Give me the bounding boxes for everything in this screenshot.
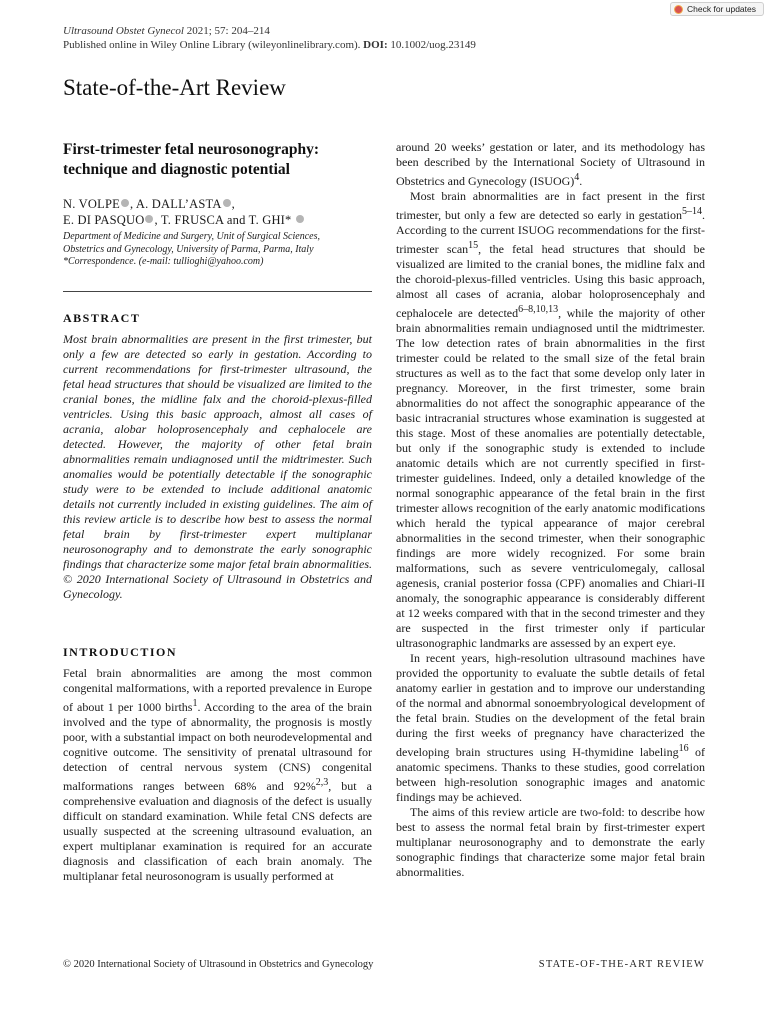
correspondence: *Correspondence. (e-mail: tullioghi@yahoo.com) [63,256,264,267]
body-text: Most brain abnormalities are in fact present in the first trimester, but only a few are detected so early in gestation [396,189,705,222]
reference-link[interactable]: 16 [678,743,689,754]
footer-copyright: © 2020 International Society of Ultrasound in Obstetrics and Gynecology [63,959,374,970]
reference-link[interactable]: 15 [468,240,479,251]
abstract-text: Most brain abnormalities are present in the first trimester, but only a few are detected so early in gestation. According to current recommendations for first-trimester ultrasound, the fetal head structures that should be visualized are limited to the cranial bones, the midline falx and the choroid-plexus-filled ventricles. Using this basic approach, almost all cases of acrania, alobar holoprosencephaly and cephalocele are detected. However, the majority of other fetal brain abnormalities remain undiagnosed until the midtrimester. Such anomalies would be potentially detectable if the sonographic study were to be extended to include additional anatomic details not currently included in existing guidelines. The aim of this review article is to describe how best to assess the normal fetal brain by first-trimester expert multiplanar neurosonography and to demonstrate the early sonographic findings that characterize some major fetal brain abnormalities. © 2020 International Society of Ultrasound in Obstetrics and Gynecology. [63,331,372,601]
orcid-icon[interactable] [121,199,129,207]
intro-text: Fetal brain abnormalities are among the most common congenital malformations, with a reported prevalence in Europe of about 1 per 1000 births [63,665,372,714]
body-text: of anatomic specimens. Thanks to these studies, good correlation between high-resolution sonographic images and anatomic findings may be achieved. [396,745,705,804]
body-paragraph [396,189,705,651]
author-dipasquo[interactable]: E. DI PASQUO [63,213,145,227]
intro-paragraph [63,666,372,884]
body-paragraph [396,651,705,805]
affiliation-line-1: Department of Medicine and Surgery, Unit of Surgical Sciences, [63,231,320,242]
reference-link[interactable]: 5–14 [682,206,702,217]
author-list [63,196,372,228]
reference-link[interactable]: 6–8,10,13 [518,304,559,315]
author-dallasta[interactable]: , A. DALL’ASTA [129,197,222,211]
author-frusca-ghi[interactable]: , T. FRUSCA and T. GHI* [154,213,292,227]
doi-link[interactable]: 10.1002/uog.23149 [387,39,476,51]
author-volpe[interactable]: N. VOLPE [63,197,120,211]
orcid-icon[interactable] [145,215,153,223]
published-text: Published online in Wiley Online Library (wileyonlinelibrary.com). [63,39,364,51]
body-text: , while the majority of other brain abnormalities remain undiagnosed until the midtrimester. The low detection rates of brain abnormalities in the first trimester could be related to the small size of the fetal brain structures as well as to the fact that some develop only later in pregnancy. Moreover, in the first trimester, some brain abnormalities do not affect the sonographic appearance of the basic intracranial structures whose examination is suggested at this stage. Most of these anomalies are potentially detectable, but only if the sonographic study is extended to include anatomic details which are not currently specified in first-trimester guidelines. Indeed, only a detailed knowledge of the normal sonographic appearance of the fetal brain in the first trimester allows recognition of the early anatomic modifications which herald the typical appearance of major cerebral abnormalities in the second trimester, when their sonographic findings are more widely recognized. For some brain malformations, such as severe ventriculomegaly, callosal agenesis, cranial posterior fossa (CPF) anomalies and Chiari-II anomaly, the sonographic appearance is considerably different at 12 weeks compared with that in the second trimester and they are suspected in the first trimester only if particular ultrasonographic landmarks are assessed by an expert eye. [396,306,705,650]
orcid-icon[interactable] [296,215,304,223]
intro-text: , but a comprehensive evaluation and diagnosis of the defect is usually difficult on standard examination. While fetal CNS defects are usually suspected at the screening ultrasound evaluation, an expert multiplanar examination is required for an accurate diagnosis and classification of each brain anomaly. The multiplanar fetal neurosonogram is usually performed at [63,778,372,883]
citation-line [63,24,623,38]
body-text: , the fetal head structures that should be visualized are limited to the cranial bones, the midline falx and the choroid-plexus-filled ventricles. Using this basic approach, almost all cases of acrania, alobar holoprosencephaly and cephalocele are detected [396,242,705,320]
affiliation-line-2: Obstetrics and Gynecology, University of Parma, Parma, Italy [63,243,314,255]
left-column [63,140,372,884]
right-column [396,140,705,880]
reference-link[interactable]: 1 [192,697,198,709]
check-for-updates-label: Check for updates [687,4,756,14]
intro-text: . According to the area of the brain involved and the type of abnormality, the prognosis is mostly poor, with a substantial impact on both neurodevelopmental and cognitive outcome. The sensitivity of prenatal ultrasound for detection of central nervous system (CNS) congenital malformations ranges between 68% and 92% [63,699,372,793]
divider [63,291,372,292]
crossmark-icon [674,5,683,14]
affiliation [63,231,372,269]
intro-paragraph-cont [396,140,705,189]
journal-header [63,24,623,52]
citation: 2021; 57: 204–214 [186,25,270,37]
doi-label: DOI: [363,39,388,51]
journal-name: Ultrasound Obstet Gynecol [63,25,184,37]
body-text: . According to the current ISUOG recommendations for the first-trimester scan [396,208,705,256]
body-text: around 20 weeks’ gestation or later, and its methodology has been described by the International Society of Ultrasound in Obstetrics and Gynecology (ISUOG) [396,140,705,188]
article-title: First-trimester fetal neurosonography: technique and diagnostic potential [63,141,319,178]
published-line [63,38,623,52]
footer-section-label: STATE-OF-THE-ART REVIEW [538,959,705,970]
introduction-heading: INTRODUCTION [63,644,178,659]
body-paragraph: The aims of this review article are two-fold: to describe how best to assess the normal fetal brain by first-trimester expert multiplanar neurosonography and to demonstrate the early sonographic findings that characterize some major fetal brain abnormalities. [396,805,705,879]
check-for-updates-button[interactable] [670,2,764,16]
orcid-icon[interactable] [223,199,231,207]
section-heading: State-of-the-Art Review [63,75,286,100]
body-text: . [579,174,583,188]
author-separator: , [231,197,235,211]
reference-link[interactable]: 2,3 [315,776,329,788]
abstract-heading: ABSTRACT [63,310,141,325]
body-text: In recent years, high-resolution ultrasound machines have provided the opportunity to evaluate the subtle details of fetal anatomy earlier in gestation and to improve our understanding of the normal and abnormal sonoembryological development of the fetal brain. Studies on the development of the fetal brain during the first weeks of pregnancy have characterized the developing brain structures using H-thymidine labeling [396,651,705,759]
reference-link[interactable]: 4 [574,172,580,183]
